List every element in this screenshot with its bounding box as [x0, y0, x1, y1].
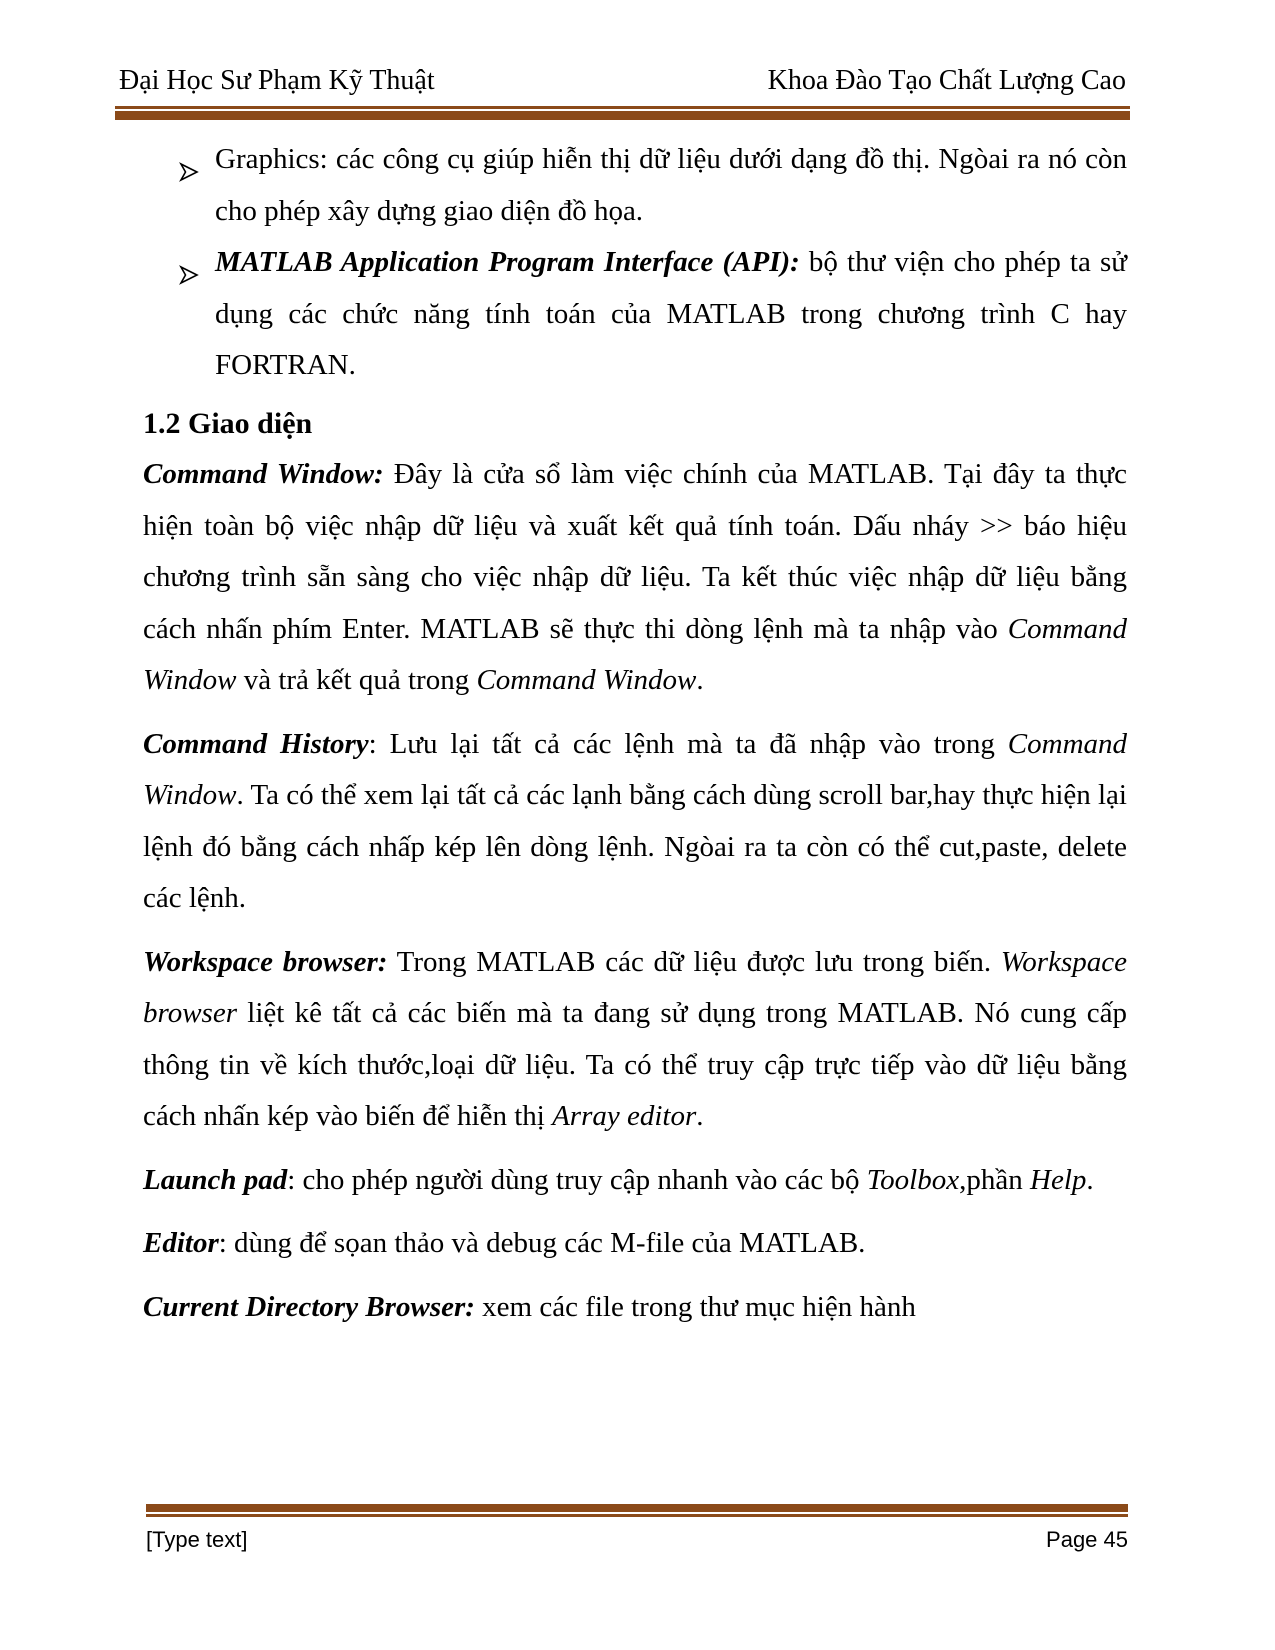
- page-number: Page 45: [1046, 1527, 1128, 1552]
- header-row: [115, 64, 1130, 98]
- text-segment: : Lưu lại tất cả các lệnh mà ta đã nhập vào trong: [368, 727, 1008, 760]
- section-heading: 1.2 Giao diện: [143, 406, 313, 440]
- text-segment: Workspace browser:: [143, 945, 388, 978]
- page-header: [115, 64, 1130, 120]
- paragraph-launch-pad: [143, 1155, 1127, 1207]
- list-item-api: [143, 237, 1127, 392]
- paragraph-command-window: [143, 449, 1127, 707]
- text-segment: .: [1086, 1163, 1094, 1196]
- text-segment: Graphics: các công cụ giúp hiễn thị dữ liệu dưới dạng đồ thị. Ngòai ra nó còn cho phép xây dựng giao diện đồ họa.: [215, 143, 1127, 227]
- header-rule-thin-line: [115, 106, 1130, 109]
- text-segment: Command Window:: [143, 458, 384, 490]
- footer-left-text: [Type text]: [146, 1527, 248, 1552]
- text-segment: . Ta có thể xem lại tất cả các lạnh bằng cách dùng scroll bar,hay thực hiện lại lệnh đó bằng cách nhấp kép lên dòng lệnh. Ngòai ra ta còn có thể cut,paste, delete các lệnh.: [143, 779, 1127, 914]
- text-segment: ,phần: [959, 1163, 1030, 1196]
- text-segment: Command Window: [143, 612, 1127, 696]
- text-segment: Command Window: [476, 664, 697, 696]
- footer-rule: [146, 1504, 1128, 1517]
- header-rule: [115, 106, 1130, 120]
- text-segment: Editor: [143, 1227, 219, 1259]
- text-segment: bộ thư viện cho phép ta sử dụng các chức năng tính toán của MATLAB trong chương trình C hay FORTRAN.: [215, 246, 1127, 381]
- text-segment: Workspace browser: [143, 945, 1127, 1029]
- text-segment: Help: [1030, 1163, 1087, 1196]
- footer-rule-thick-line: [146, 1504, 1128, 1512]
- page-footer: [146, 1504, 1128, 1554]
- text-segment: Command History: [143, 727, 369, 760]
- paragraph-command-history: [143, 719, 1127, 925]
- text-segment: và trả kết quả trong: [236, 664, 477, 696]
- text-segment: : dùng để sọan thảo và debug các M-file của MATLAB.: [218, 1227, 866, 1259]
- bullet-text: [215, 237, 1127, 392]
- arrowhead-bullet-icon: [143, 134, 215, 237]
- text-segment: Current Directory Browser:: [143, 1290, 475, 1323]
- text-segment: Launch pad: [143, 1163, 288, 1196]
- header-right-text: Khoa Đào Tạo Chất Lượng Cao: [767, 65, 1126, 96]
- paragraph-current-directory-browser: [143, 1282, 1127, 1334]
- text-segment: Command Window: [143, 727, 1128, 811]
- header-left-text: Đại Học Sư Phạm Kỹ Thuật: [119, 65, 435, 96]
- header-rule-thick-line: [115, 111, 1130, 120]
- text-segment: MATLAB Application Program Interface (API):: [215, 246, 809, 278]
- document-body: [143, 122, 1127, 1345]
- footer-rule-thin-line: [146, 1514, 1128, 1517]
- bullet-list: [143, 134, 1127, 392]
- text-segment: Đây là cửa sổ làm việc chính của MATLAB. Tại đây ta thực hiện toàn bộ việc nhập dữ liệu và xuất kết quả tính toán. Dấu nháy >> báo hiệu chương trình sẵn sàng cho việc nhập dữ liệu. Ta kết thúc việc nhập dữ liệu bằng cách nhấn phím Enter. MATLAB sẽ thực thi dòng lệnh mà ta nhập vào: [143, 458, 1127, 645]
- list-item-graphics: [143, 134, 1127, 237]
- text-segment: liệt kê tất cả các biến mà ta đang sử dụng trong MATLAB. Nó cung cấp thông tin về kích thước,loại dữ liệu. Ta có thể truy cập trực tiếp vào dữ liệu bằng cách nhấn kép vào biến để hiễn thị: [143, 997, 1127, 1132]
- footer-row: [146, 1526, 1128, 1554]
- text-segment: Toolbox: [866, 1163, 960, 1196]
- text-segment: .: [696, 1100, 704, 1132]
- text-segment: xem các file trong thư mục hiện hành: [474, 1290, 916, 1323]
- paragraph-editor: [143, 1218, 1127, 1270]
- text-segment: Array editor: [552, 1100, 697, 1132]
- text-segment: .: [696, 664, 704, 696]
- text-segment: : cho phép người dùng truy cập nhanh vào các bộ: [287, 1163, 867, 1196]
- paragraph-workspace-browser: [143, 937, 1127, 1143]
- arrowhead-bullet-icon: [143, 237, 215, 392]
- text-segment: Trong MATLAB các dữ liệu được lưu trong biến.: [387, 945, 1001, 978]
- bullet-text: [215, 134, 1127, 237]
